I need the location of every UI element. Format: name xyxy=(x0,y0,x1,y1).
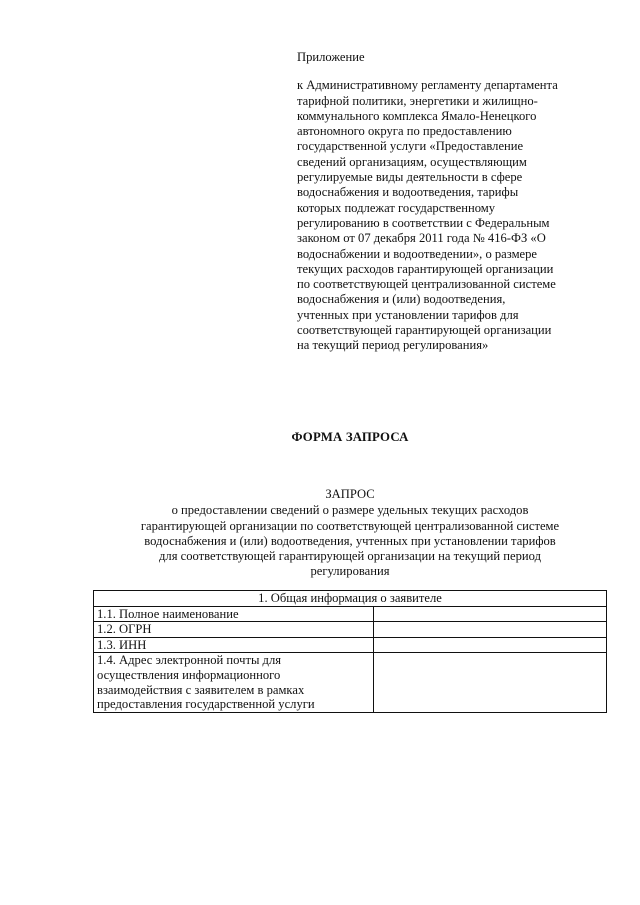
table-row xyxy=(94,637,607,653)
row-value-inn[interactable] xyxy=(374,637,607,653)
row-value-email[interactable] xyxy=(374,653,607,712)
table-row xyxy=(94,622,607,638)
request-line: водоснабжения и (или) водоотведения, учтенных при установлении тарифов xyxy=(144,533,556,548)
request-line: регулирования xyxy=(310,564,390,579)
appendix-line: водоснабжении и водоотведении», о размере xyxy=(297,246,538,261)
row-label-email-line: взаимодействия с заявителем в рамках xyxy=(97,682,305,697)
request-line: гарантирующей организации по соответствующей централизованной системе xyxy=(140,518,560,533)
row-label-ogrn: 1.2. ОГРН xyxy=(94,622,374,638)
table-section-row xyxy=(94,591,607,607)
request-title: ЗАПРОС xyxy=(325,487,375,501)
request-block xyxy=(60,487,640,580)
row-label-email-line: осуществления информационного xyxy=(97,667,281,682)
form-heading: ФОРМА ЗАПРОСА xyxy=(291,430,409,444)
row-label-email xyxy=(94,653,374,712)
appendix-line: коммунального комплекса Ямало-Ненецкого xyxy=(297,108,537,123)
request-line: для соответствующей гарантирующей организации на текущий период xyxy=(159,549,541,564)
appendix-line: учтенных при установлении тарифов для xyxy=(297,307,519,322)
applicant-info-table xyxy=(93,590,607,713)
appendix-line: по соответствующей централизованной системе xyxy=(297,277,556,292)
table-row xyxy=(94,653,607,712)
appendix-line: автономного округа по предоставлению xyxy=(297,124,512,139)
table-row xyxy=(94,606,607,622)
appendix-line: сведений организациям, осуществляющим xyxy=(297,154,527,169)
row-label-inn: 1.3. ИНН xyxy=(94,637,374,653)
request-line: о предоставлении сведений о размере удельных текущих расходов xyxy=(171,503,529,518)
appendix-line: законом от 07 декабря 2011 года № 416-ФЗ «О xyxy=(297,231,546,246)
row-label-email-line: предоставления государственной услуги xyxy=(97,697,315,712)
appendix-line: регулируемые виды деятельности в сфере xyxy=(297,170,523,185)
appendix-line: соответствующей гарантирующей организации xyxy=(297,323,552,338)
row-value-full-name[interactable] xyxy=(374,606,607,622)
row-label-email-line: 1.4. Адрес электронной почты для xyxy=(97,653,282,668)
row-label-full-name: 1.1. Полное наименование xyxy=(94,606,374,622)
appendix-line: регулированию в соответствии с Федеральным xyxy=(297,215,550,230)
appendix-line: водоснабжения и водоотведения, тарифы xyxy=(297,185,519,200)
appendix-title: Приложение xyxy=(297,50,365,64)
appendix-line: текущих расходов гарантирующей организации xyxy=(297,261,554,276)
appendix-line: тарифной политики, энергетики и жилищно- xyxy=(297,93,538,108)
appendix-line: водоснабжения и (или) водоотведения, xyxy=(297,292,506,307)
appendix-line: на текущий период регулирования» xyxy=(297,338,489,353)
section-header: 1. Общая информация о заявителе xyxy=(94,591,607,607)
appendix-line: к Административному регламенту департамента xyxy=(297,78,558,93)
appendix-line: государственной услуги «Предоставление xyxy=(297,139,524,154)
row-value-ogrn[interactable] xyxy=(374,622,607,638)
appendix-block xyxy=(297,50,617,354)
appendix-line: которых подлежат государственному xyxy=(297,200,496,215)
